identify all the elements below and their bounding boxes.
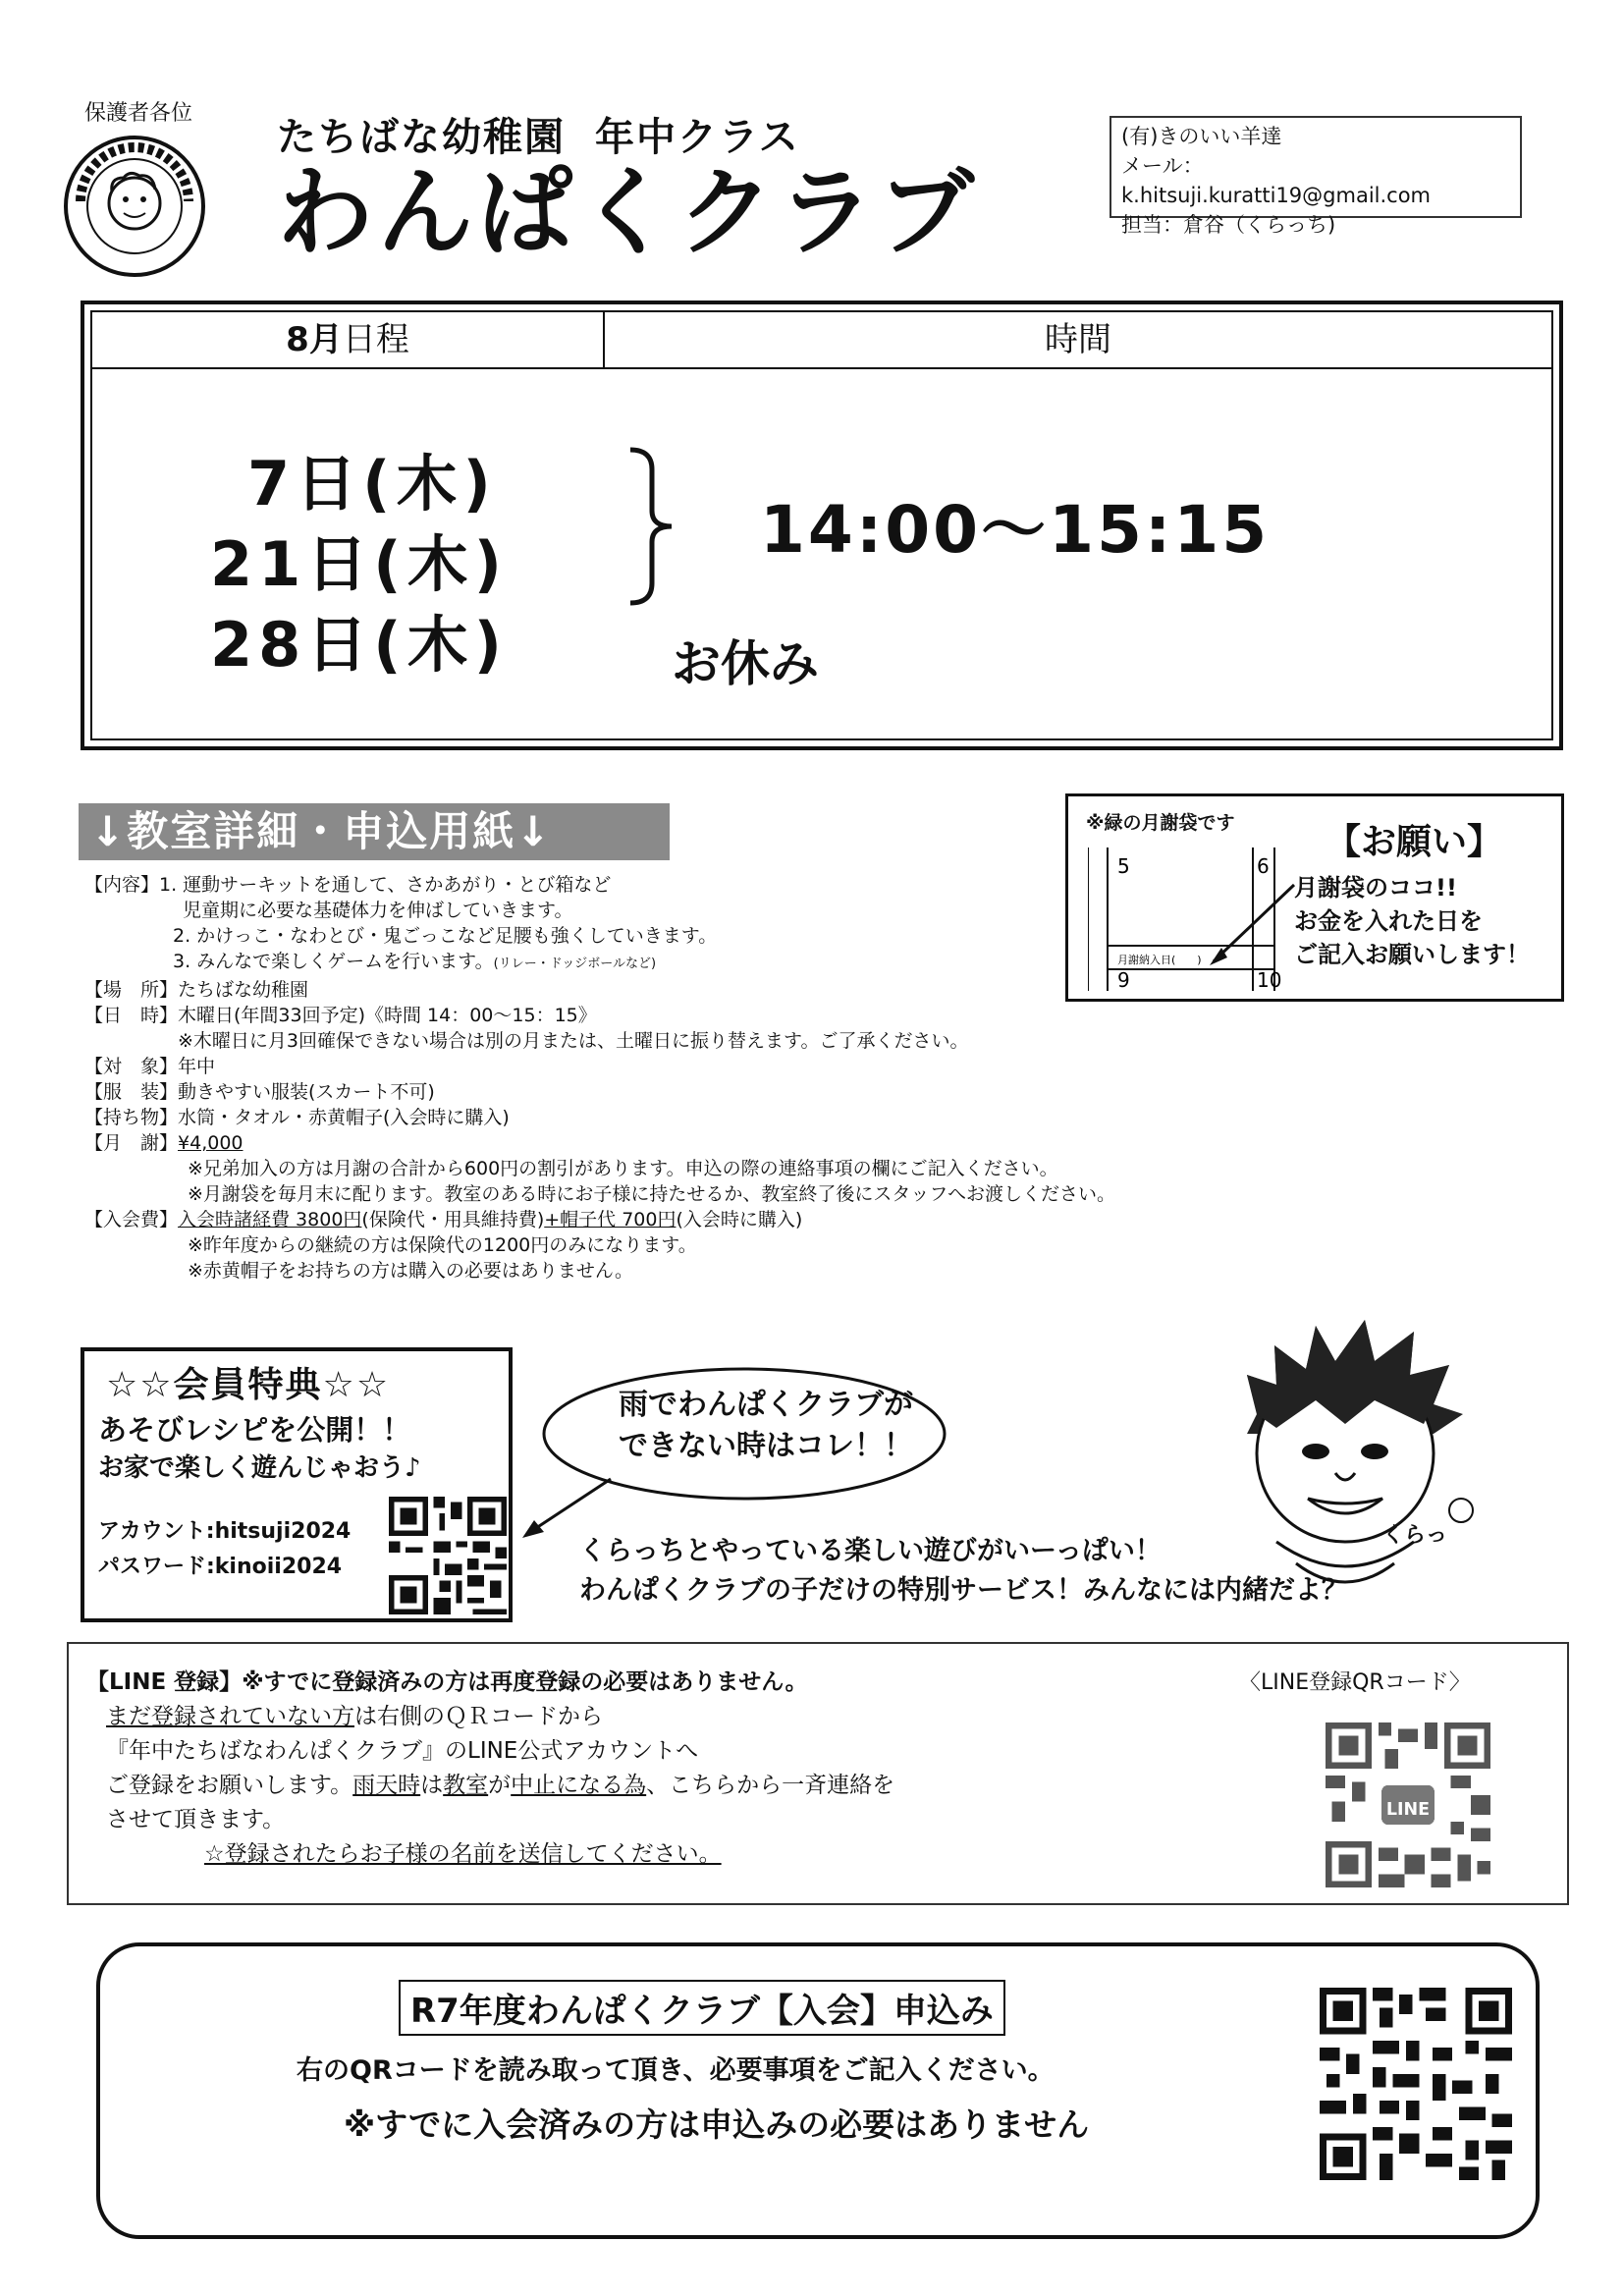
content-label: 【内容】 bbox=[84, 874, 160, 896]
member-benefits bbox=[81, 1347, 513, 1622]
request-line-1: 月謝袋のココ!! bbox=[1294, 874, 1457, 902]
schedule-rest: お休み bbox=[672, 635, 819, 692]
line-l2: 『年中たちばなわんぱくクラブ』のLINE公式アカウントへ bbox=[106, 1738, 699, 1764]
details-banner: ↓教室詳細・申込用紙↓ bbox=[79, 803, 670, 860]
member-heading: ☆☆会員特典☆☆ bbox=[106, 1365, 391, 1405]
company-logo bbox=[61, 133, 208, 280]
schedule-dates bbox=[210, 444, 508, 685]
school-title bbox=[277, 106, 800, 162]
content-3: 3. みんなで楽しくゲームを行います。(リレー・ドッジボールなど) bbox=[173, 951, 657, 972]
request-line-3: ご記入お願いします！ bbox=[1294, 941, 1530, 968]
line-title: 【LINE 登録】 bbox=[86, 1669, 243, 1695]
line-l5: ☆登録されたらお子様の名前を送信してください。 bbox=[204, 1841, 722, 1867]
line-registration bbox=[67, 1642, 1569, 1905]
env-num-6: 6 bbox=[1257, 854, 1270, 878]
bubble-text bbox=[609, 1385, 923, 1467]
password: パスワード:kinoii2024 bbox=[98, 1555, 343, 1579]
content-2: 2. かけっこ・なわとび・鬼ごっこなど足腰も強くしていきます。 bbox=[173, 925, 718, 947]
env-num-5: 5 bbox=[1117, 854, 1130, 878]
schedule-date-header: 8月日程 bbox=[92, 312, 605, 367]
request-title: 【お願い】 bbox=[1326, 822, 1503, 862]
schedule-time: 14:00〜15:15 bbox=[760, 492, 1271, 568]
line-title-note: ※すでに登録済みの方は再度登録の必要はありません。 bbox=[242, 1669, 808, 1695]
entry-note-1: ※昨年度からの継続の方は保険代の1200円のみになります。 bbox=[188, 1234, 697, 1256]
envelope-note: ※緑の月謝袋です bbox=[1086, 812, 1235, 834]
fee-note-1: ※兄弟加入の方は月謝の合計から600円の割引があります。申込の際の連絡事項の欄にご記入ください。 bbox=[188, 1158, 1058, 1179]
date-3: 28日(木) bbox=[210, 609, 508, 681]
application-qr-code[interactable] bbox=[1320, 1988, 1512, 2180]
fee-note-2: ※月謝袋を毎月末に配ります。教室のある時にお子様に持たせるか、教室終了後にスタッフへお渡しください。 bbox=[188, 1183, 1116, 1205]
line-l4: させて頂きます。 bbox=[106, 1807, 286, 1832]
content-1a: 1. 運動サーキットを通して、さかあがり・とび箱など bbox=[159, 874, 612, 896]
request-lines bbox=[1294, 871, 1530, 971]
env-num-10: 10 bbox=[1257, 968, 1282, 991]
line-qr-code[interactable] bbox=[1326, 1722, 1490, 1887]
content-1b: 児童期に必要な基礎体力を伸ばしていきます。 bbox=[183, 900, 573, 921]
line-text: 【LINE 登録】※すでに登録済みの方は再度登録の必要はありません。 まだ登録されていない方は右側のＱＲコードから 『年中たちばなわんぱくクラブ』のLINE公式アカウントへ ご登録をお願いします。雨天時は教室が中止になる為、こちらから一斉連絡を させて頂きます。 ☆登録されたらお子様の名前を送信してください。 bbox=[86, 1666, 894, 1872]
bubble-line-2: できない時はコレ！！ bbox=[619, 1429, 913, 1463]
kuratchi-character-illustration bbox=[1218, 1306, 1483, 1601]
fee-envelope-notice bbox=[1065, 793, 1564, 1002]
company-mail: メール：k.hitsuji.kuratti19@gmail.com bbox=[1121, 154, 1432, 207]
apply-heading: R7年度わんぱくクラブ【入会】申込み bbox=[399, 1980, 1005, 2036]
club-title: わんぱくクラブ bbox=[277, 157, 979, 269]
schedule-time-header: 時間 bbox=[1045, 320, 1111, 359]
play-line-2: わんぱくクラブの子だけの特別サービス！みんなには内緒だよ？ bbox=[579, 1575, 1348, 1606]
company-name: (有)きのいい羊達 bbox=[1121, 125, 1282, 148]
datetime: 【日 時】木曜日(年間33回予定)《時間 14：00〜15：15》 bbox=[84, 1005, 597, 1026]
brace-icon bbox=[623, 446, 681, 607]
date-2: 21日(木) bbox=[210, 528, 508, 600]
clothes: 【服 装】動きやすい服装(スカート不可) bbox=[84, 1081, 435, 1103]
class-name: 年中クラス bbox=[595, 115, 800, 160]
bubble-line-1: 雨でわんぱくクラブが bbox=[619, 1388, 913, 1422]
line-qr-label: 〈LINE登録QRコード〉 bbox=[1239, 1670, 1471, 1695]
company-contact: 担当：倉谷（くらっち) bbox=[1121, 213, 1336, 237]
target: 【対 象】年中 bbox=[84, 1056, 216, 1077]
env-label: 月謝納入日( ) bbox=[1117, 954, 1202, 966]
apply-line-2: ※すでに入会済みの方は申込みの必要はありません bbox=[344, 2105, 1090, 2144]
entry-fee: 【入会費】入会時諸経費 3800円(保険代・用具維持費)+帽子代 700円(入会時に購入) bbox=[84, 1209, 803, 1230]
line-logo-text: LINE bbox=[1385, 1800, 1431, 1821]
member-line-2: お家で楽しく遊んじゃおう♪ bbox=[98, 1453, 421, 1483]
apply-line-1: 右のQRコードを読み取って頂き、必要事項をご記入ください。 bbox=[297, 2055, 1055, 2086]
member-line-1: あそびレシピを公開！！ bbox=[98, 1413, 411, 1447]
character-name: くらっ bbox=[1382, 1523, 1448, 1548]
env-num-9: 9 bbox=[1117, 968, 1130, 991]
account: アカウント:hitsuji2024 bbox=[98, 1519, 352, 1544]
school-name: たちばな幼稚園 bbox=[277, 115, 566, 160]
entry-note-2: ※赤黄帽子をお持ちの方は購入の必要はありません。 bbox=[188, 1260, 634, 1282]
play-line-1: くらっちとやっている楽しい遊びがいーっぱい！ bbox=[579, 1536, 1162, 1566]
items: 【持ち物】水筒・タオル・赤黄帽子(入会時に購入) bbox=[84, 1107, 510, 1128]
recipe-qr-code[interactable] bbox=[389, 1497, 507, 1614]
request-line-2: お金を入れた日を bbox=[1294, 907, 1483, 935]
addressee: 保護者各位 bbox=[84, 101, 193, 126]
member-credentials bbox=[98, 1514, 351, 1585]
company-info bbox=[1110, 116, 1522, 237]
place: 【場 所】たちばな幼稚園 bbox=[84, 979, 309, 1001]
datetime-note: ※木曜日に月3回確保できない場合は別の月または、土曜日に振り替えます。ご了承ください。 bbox=[178, 1030, 969, 1052]
date-1: 7日(木) bbox=[247, 448, 497, 519]
fee: 【月 謝】¥4,000 bbox=[84, 1132, 244, 1154]
schedule-table bbox=[81, 301, 1563, 750]
application-box bbox=[96, 1942, 1540, 2239]
